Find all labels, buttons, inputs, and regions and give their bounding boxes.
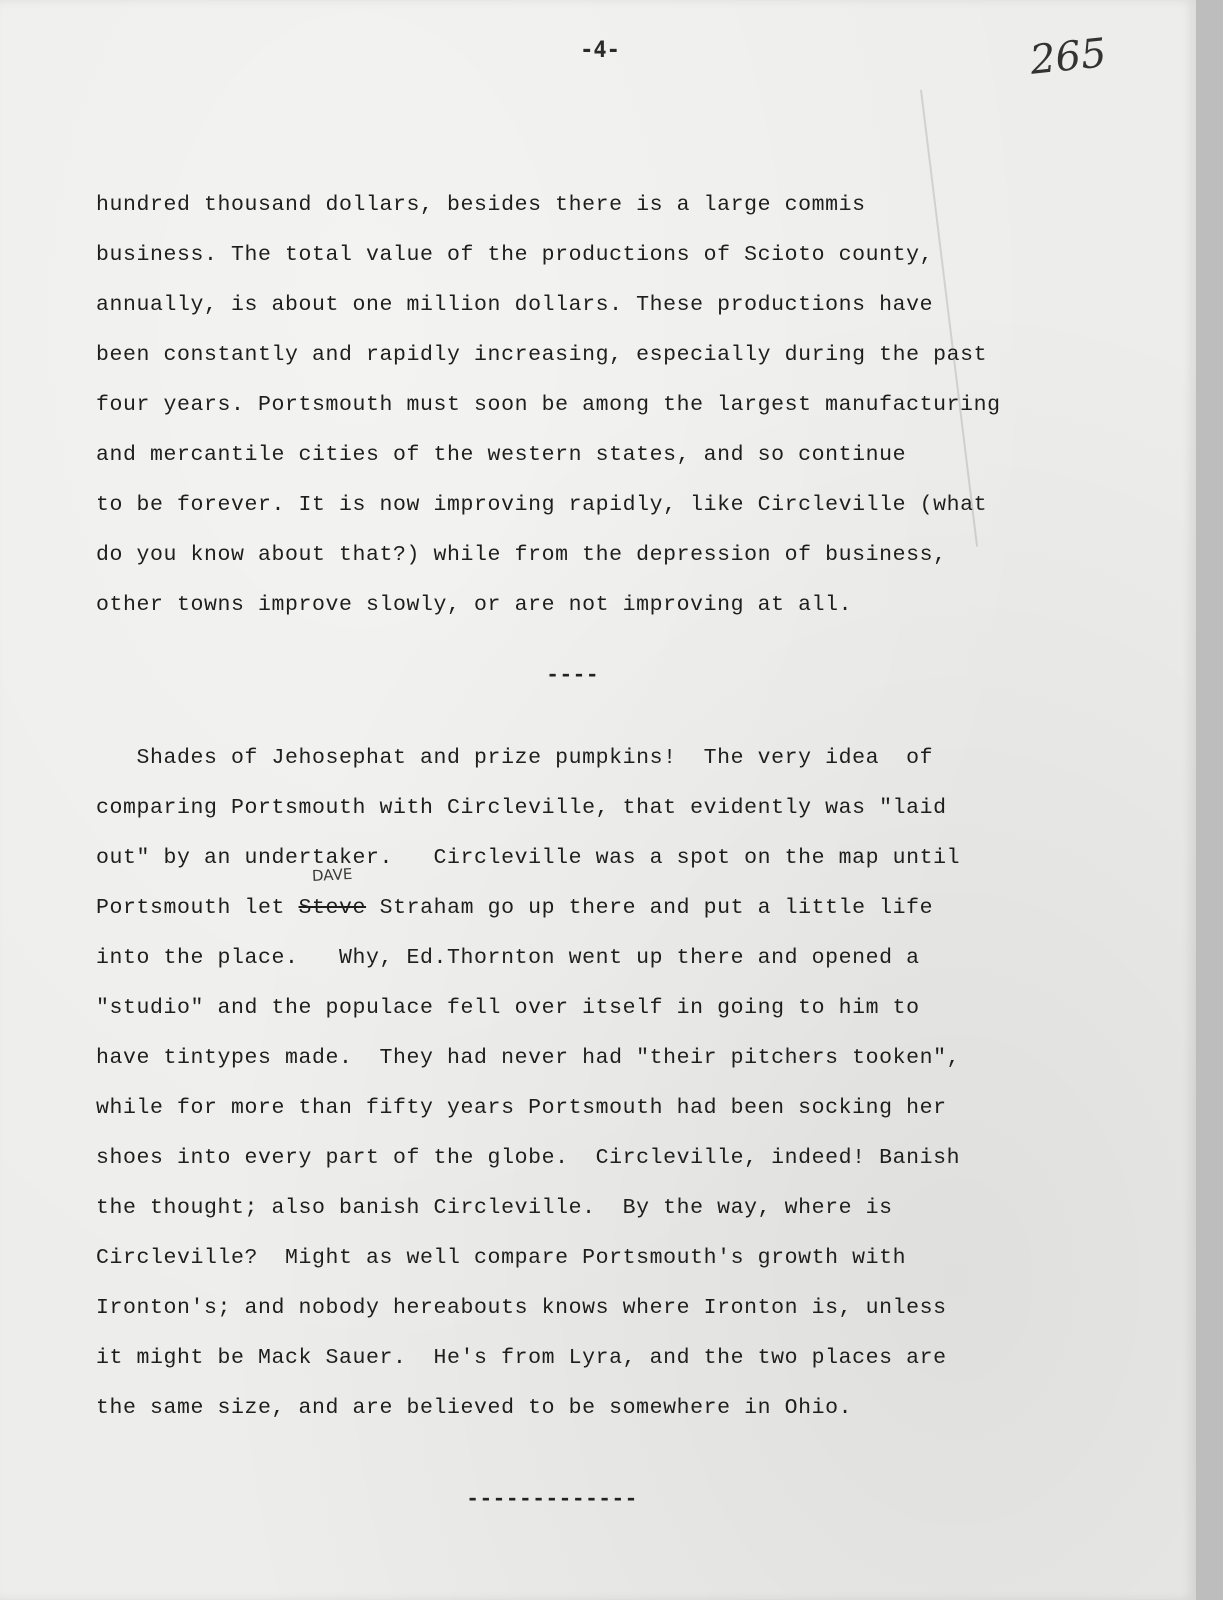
folio-number: 265 [1027, 30, 1109, 84]
text-line: other towns improve slowly, or are not improving at all. [96, 593, 853, 617]
handwritten-annotation: DAVE [311, 864, 353, 886]
scan-background [1196, 0, 1223, 1600]
text-line: the thought; also banish Circleville. By the way, where is [96, 1196, 893, 1220]
text-line: have tintypes made. They had never had "their pitchers tooken", [96, 1046, 961, 1070]
line-end: Straham go up there and put a little life [366, 896, 934, 920]
line-start: Portsmouth let [96, 896, 299, 920]
text-line: hundred thousand dollars, besides there is a large commis [96, 193, 866, 217]
struck-word: Steve [298, 896, 367, 920]
text-line: while for more than fifty years Portsmouth had been socking her [96, 1096, 947, 1120]
text-line: annually, is about one million dollars. These productions have [96, 293, 934, 317]
section-divider: ------------- [466, 1487, 638, 1512]
text-line: been constantly and rapidly increasing, especially during the past [96, 343, 988, 367]
text-line: to be forever. It is now improving rapidly, like Circleville (what [96, 493, 988, 517]
text-line [96, 893, 933, 923]
text-line: out" by an undertaker. Circleville was a spot on the map until [96, 846, 961, 870]
text-line: comparing Portsmouth with Circleville, that evidently was "laid [96, 796, 947, 820]
text-line: "studio" and the populace fell over itself in going to him to [96, 996, 920, 1020]
text-line: shoes into every part of the globe. Circleville, indeed! Banish [96, 1146, 961, 1170]
text-line: do you know about that?) while from the depression of business, [96, 543, 947, 567]
page-number: -4- [580, 38, 620, 63]
text-line: Circleville? Might as well compare Portsmouth's growth with [96, 1246, 907, 1270]
text-line: Shades of Jehosephat and prize pumpkins! The very idea of [96, 746, 934, 770]
paragraph-1 [96, 190, 1176, 630]
text-line: Ironton's; and nobody hereabouts knows where Ironton is, unless [96, 1296, 947, 1320]
paragraph-2 [96, 743, 1176, 1433]
text-line: and mercantile cities of the western states, and so continue [96, 443, 907, 467]
text-line: the same size, and are believed to be somewhere in Ohio. [96, 1396, 853, 1420]
text-line: four years. Portsmouth must soon be among the largest manufacturing [96, 393, 1001, 417]
text-line: into the place. Why, Ed.Thornton went up there and opened a [96, 946, 920, 970]
text-line: it might be Mack Sauer. He's from Lyra, and the two places are [96, 1346, 947, 1370]
text-line: business. The total value of the productions of Scioto county, [96, 243, 934, 267]
section-divider: ---- [546, 663, 599, 688]
